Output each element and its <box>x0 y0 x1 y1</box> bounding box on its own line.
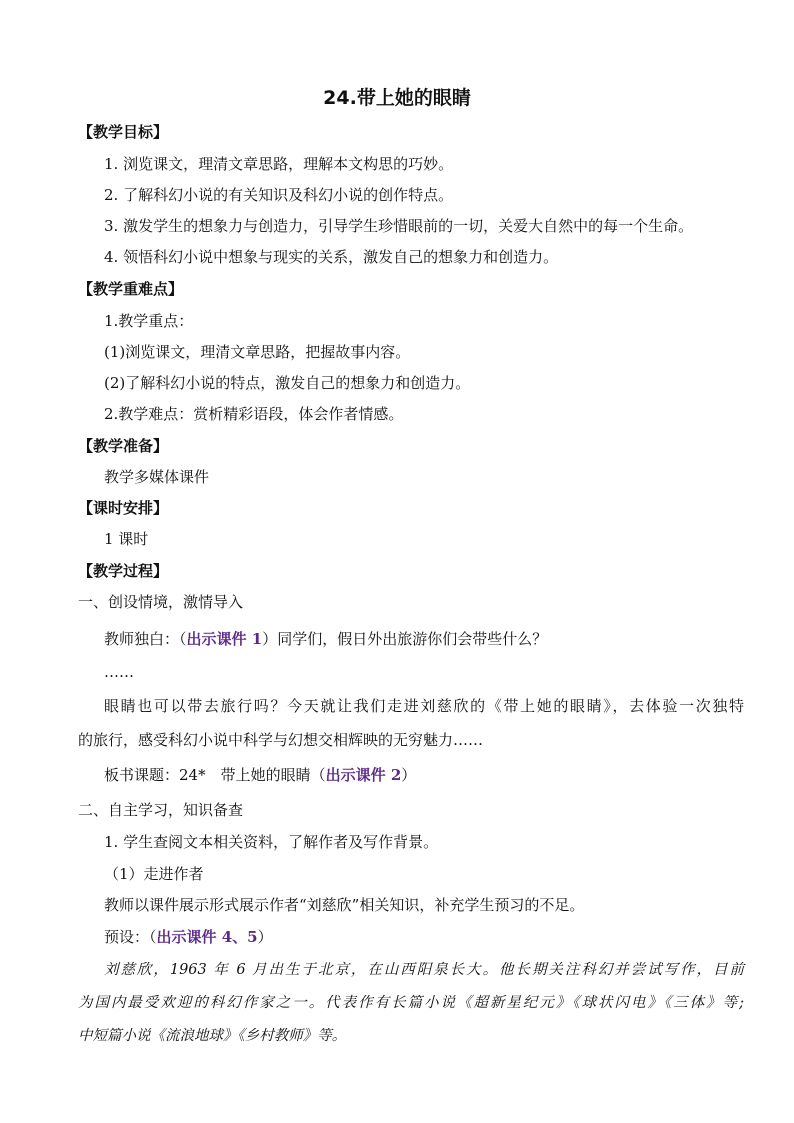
monologue-prefix: 教师独白：（ <box>104 630 187 648</box>
goal-item: 2. 了解科幻小说的有关知识及科幻小说的创作特点。 <box>104 186 454 204</box>
goals-heading: 【教学目标】 <box>78 123 169 141</box>
process-heading: 【教学过程】 <box>78 562 169 580</box>
prep-text: 教学多媒体课件 <box>104 468 210 486</box>
author-bio-line: 刘慈欣，1963 年 6 月出生于北京，在山西阳泉长大。他长期关注科幻并尝试写作，目前 <box>104 962 744 978</box>
sub-heading: （1）走进作者 <box>104 865 204 883</box>
author-bio-line: 中短篇小说《流浪地球》《乡村教师》等。 <box>78 1028 347 1044</box>
author-bio-line: 为国内最受欢迎的科幻作家之一。代表作有长篇小说《超新星纪元》《球状闪电》《三体》等; <box>78 995 744 1011</box>
page-title: 24.带上她的眼睛 <box>323 87 471 109</box>
key-label: 1.教学重点： <box>104 312 194 330</box>
teacher-monologue <box>104 629 547 649</box>
difficulty-item: 2.教学难点：赏析精彩语段，体会作者情感。 <box>104 405 404 423</box>
intro-paragraph-line: 的旅行，感受科幻小说中科学与幻想交相辉映的无穷魅力…… <box>78 731 484 749</box>
goal-item: 4. 领悟科幻小说中想象与现实的关系，激发自己的想象力和创造力。 <box>104 248 559 266</box>
section-title: 一、创设情境，激情导入 <box>78 593 244 611</box>
schedule-text: 1 课时 <box>104 530 149 548</box>
monologue-text: ）同学们，假日外出旅游你们会带些什么？ <box>262 630 548 648</box>
keypoints-heading: 【教学重难点】 <box>78 280 184 298</box>
intro-paragraph-line: 眼睛也可以带去旅行吗？今天就让我们走进刘慈欣的《带上她的眼睛》，去体验一次独特 <box>104 697 744 715</box>
teacher-show-text: 教师以课件展示形式展示作者“刘慈欣”相关知识，补充学生预习的不足。 <box>104 896 585 914</box>
preset-suffix: ） <box>257 928 273 946</box>
slide-ref: 出示课件 4、5 <box>156 928 258 946</box>
preset-prefix: 预设：（ <box>104 928 157 946</box>
key-item: (1)浏览课文，理清文章思路，把握故事内容。 <box>104 343 411 361</box>
board-suffix: ） <box>401 766 417 784</box>
goal-item: 3. 激发学生的想象力与创造力，引导学生珍惜眼前的一切，关爱大自然中的每一个生命。 <box>104 217 694 235</box>
board-title <box>104 765 416 785</box>
prep-heading: 【教学准备】 <box>78 437 169 455</box>
section-title: 二、自主学习，知识备查 <box>78 801 244 819</box>
ellipsis-text: …… <box>104 663 134 681</box>
step-text: 1. 学生查阅文本相关资料，了解作者及写作背景。 <box>104 833 439 851</box>
slide-ref: 出示课件 1 <box>186 630 263 648</box>
schedule-heading: 【课时安排】 <box>78 499 169 517</box>
board-prefix: 板书课题：24* 带上她的眼睛（ <box>104 766 326 784</box>
preset-line <box>104 927 273 947</box>
goal-item: 1. 浏览课文，理清文章思路，理解本文构思的巧妙。 <box>104 155 454 173</box>
slide-ref: 出示课件 2 <box>325 766 402 784</box>
key-item: (2)了解科幻小说的特点，激发自己的想象力和创造力。 <box>104 374 471 392</box>
